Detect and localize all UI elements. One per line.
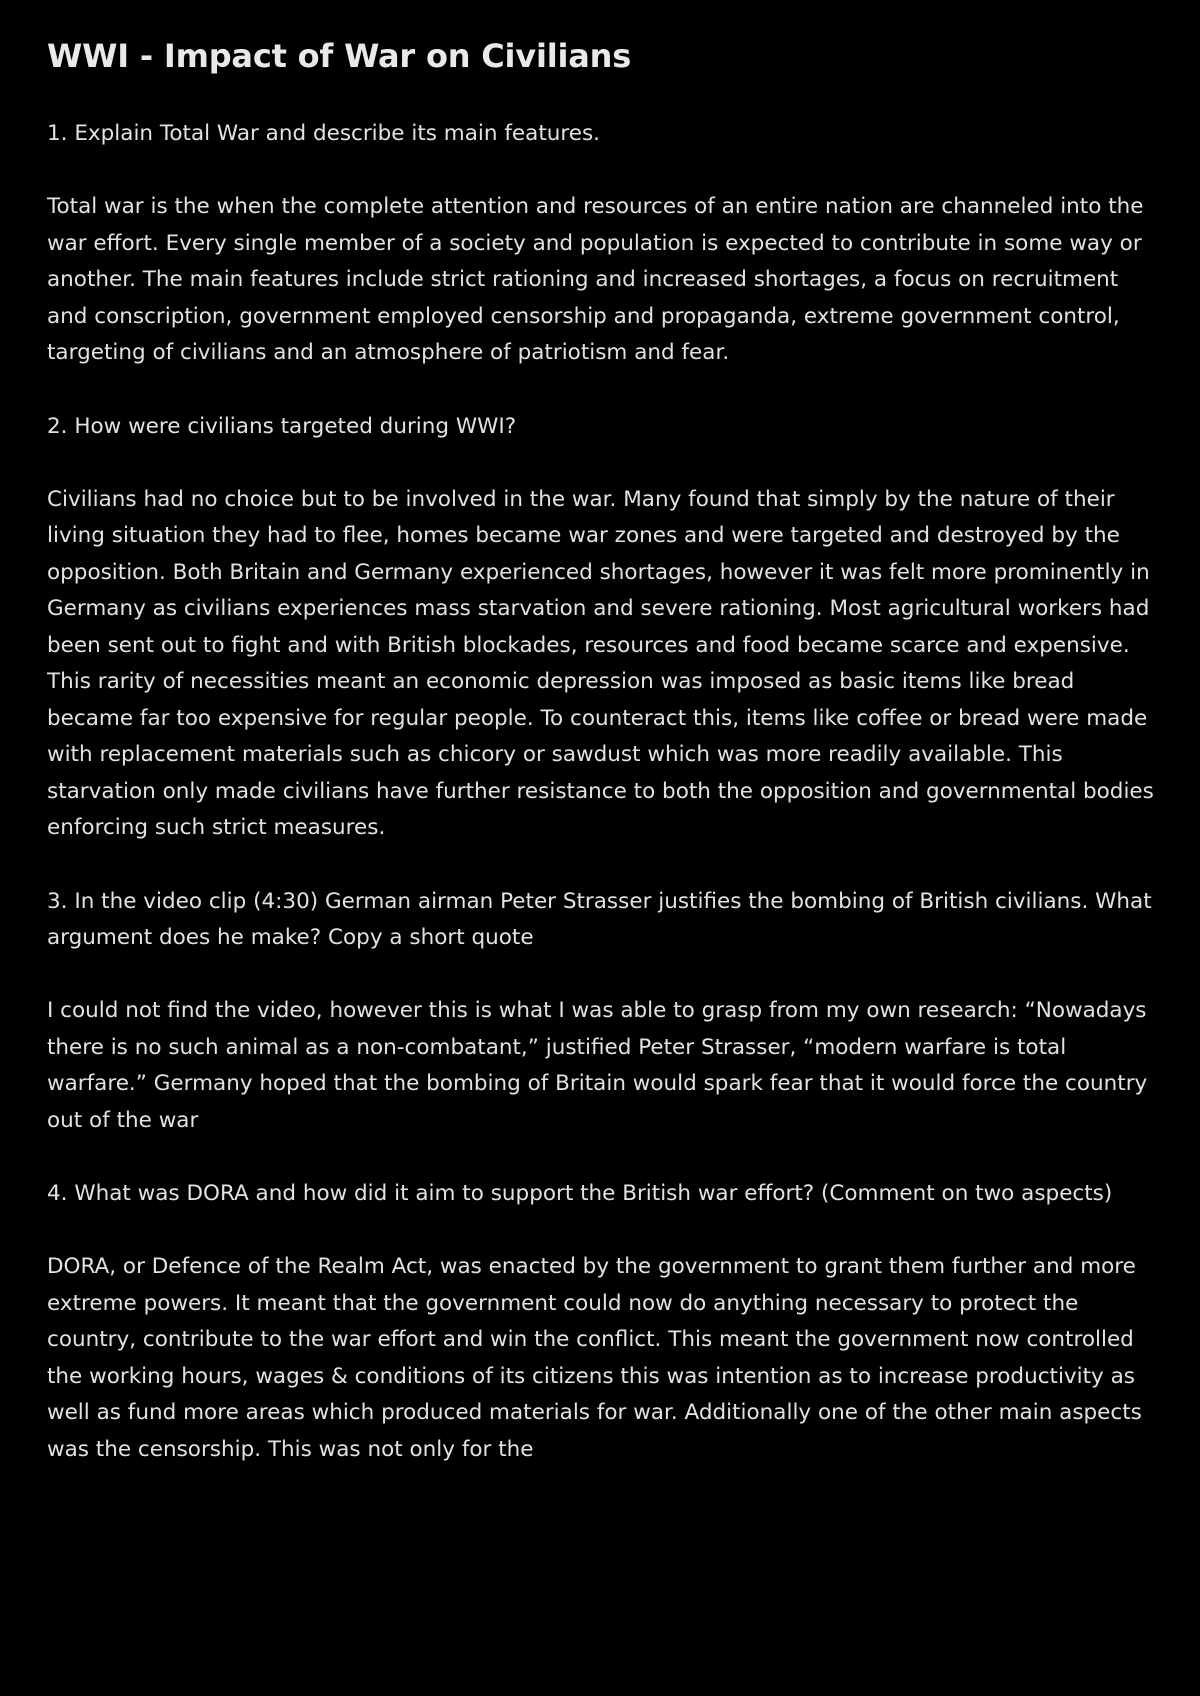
answer-2: Civilians had no choice but to be involved in the war. Many found that simply by the nature of their living situation they had to flee, homes became war zones and were targeted and destroyed by the opposition. Both Britain and Germany experienced shortages, however it was felt more prominently in Germany as civilians experiences mass starvation and severe rationing. Most agricultural workers had been sent out to fight and with British blockades, resources and food became scarce and expensive. This rarity of necessities meant an economic depression was imposed as basic items like bread became far too expensive for regular people. To counteract this, items like coffee or bread were made with replacement materials such as chicory or sawdust which was more readily available. This starvation only made civilians have further resistance to both the opposition and governmental bodies enforcing such strict measures. xyxy=(47,486,1154,840)
question-2: 2. How were civilians targeted during WWI? xyxy=(47,413,517,439)
document-title: WWI - Impact of War on Civilians xyxy=(47,37,632,75)
question-1: 1. Explain Total War and describe its main features. xyxy=(47,121,601,146)
question-4: 4. What was DORA and how did it aim to support the British war effort? (Comment on two aspects) xyxy=(47,1181,1113,1206)
question-3: 3. In the video clip (4:30) German airman Peter Strasser justifies the bombing of British civilians. What argument does he make? Copy a short quote xyxy=(47,888,1152,950)
answer-3: I could not find the video, however this is what I was able to grasp from my own research: “Nowadays there is no such animal as a non-combatant,” justified Peter Strasser, “modern warfare is total warfare.” Germany hoped that the bombing of Britain would spark fear that it would force the country out of the war xyxy=(47,998,1148,1133)
answer-1: Total war is the when the complete attention and resources of an entire nation are channeled into the war effort. Every single member of a society and population is expected to contribute in some way or another. The main features include strict rationing and increased shortages, a focus on recruitment and conscription, government employed censorship and propaganda, extreme government control, targeting of civilians and an atmosphere of patriotism and fear. xyxy=(47,194,1144,365)
answer-4: DORA, or Defence of the Realm Act, was enacted by the government to grant them further and more extreme powers. It meant that the government could now do anything necessary to protect the country, contribute to the war effort and win the conflict. This meant the government now controlled the working hours, wages & conditions of its citizens this was intention as to increase productivity as well as fund more areas which produced materials for war. Additionally one of the other main aspects was the censorship. This was not only for the xyxy=(47,1254,1142,1462)
